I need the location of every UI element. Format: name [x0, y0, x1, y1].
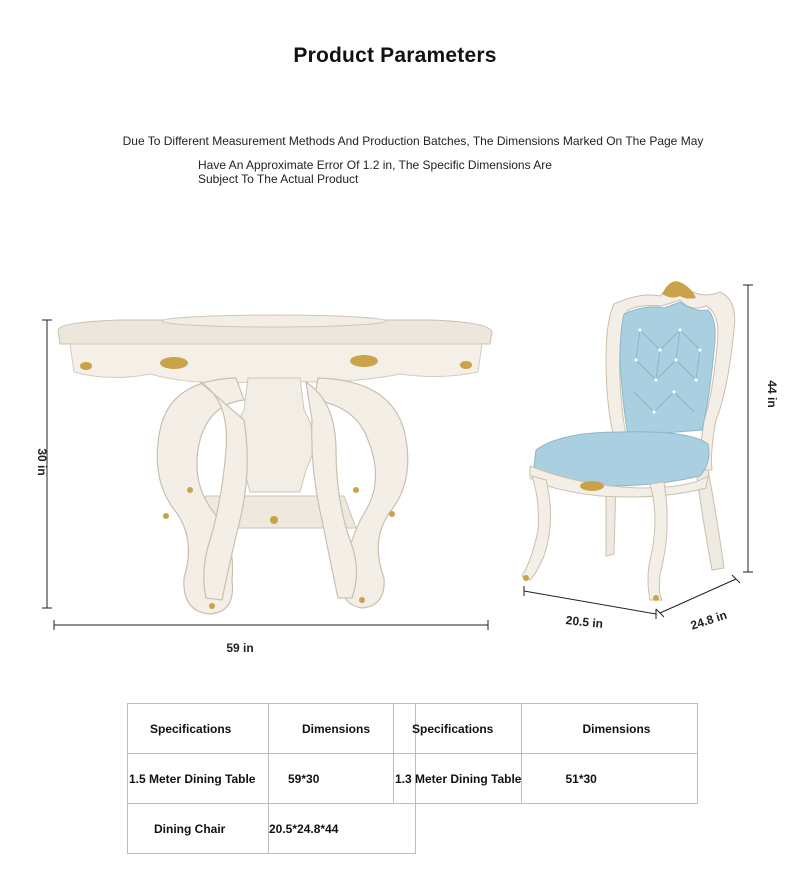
spec-table-right: [393, 703, 698, 804]
chair-rail-gold-carving: [580, 481, 604, 491]
dimension-cell: 20.5*24.8*44: [269, 804, 416, 854]
chair-height-dimension: [743, 285, 753, 572]
measurement-note-line-3: Subject To The Actual Product: [198, 172, 359, 186]
spec-table-right-header-row: [394, 704, 698, 754]
spec-table-left-header-dim: Dimensions: [269, 704, 416, 754]
chair-back-leg-right: [696, 460, 724, 570]
measurement-note-line-1: Due To Different Measurement Methods And Production Batches, The Dimensions Marked On The Page May: [122, 134, 704, 148]
spec-cell: 1.3 Meter Dining Table: [394, 754, 522, 804]
table-row: [128, 754, 416, 804]
dining-table-image: [35, 315, 492, 655]
chair-width-label: 20.5 in: [565, 613, 604, 631]
table-row: [128, 804, 416, 854]
page-title: Product Parameters: [293, 44, 497, 67]
chair-backrest-cushion: [620, 302, 715, 436]
table-apron: [70, 344, 482, 383]
spec-table-right-header-dim: Dimensions: [522, 704, 698, 754]
spec-cell: Dining Chair: [128, 804, 269, 854]
spec-table-left-header-row: [128, 704, 416, 754]
chair-depth-dimension: [656, 575, 740, 617]
chair-width-dimension: [524, 586, 656, 619]
table-height-label: 30 in: [35, 448, 49, 476]
dining-chair-image: [522, 281, 779, 632]
dimension-cell: 51*30: [522, 754, 698, 804]
spec-table-right-header-spec: Specifications: [394, 704, 522, 754]
table-lazy-susan: [162, 315, 386, 327]
spec-cell: 1.5 Meter Dining Table: [128, 754, 269, 804]
chair-front-leg-left: [522, 476, 551, 580]
dimension-cell: 59*30: [269, 754, 416, 804]
chair-front-leg-right: [648, 482, 667, 600]
chair-depth-label: 24.8 in: [688, 607, 729, 633]
spec-table-left: [127, 703, 416, 854]
spec-table-left-header-spec: Specifications: [128, 704, 269, 754]
table-row: [394, 754, 698, 804]
table-width-label: 59 in: [226, 641, 254, 655]
measurement-note-line-2: Have An Approximate Error Of 1.2 in, The Specific Dimensions Are: [198, 158, 552, 172]
chair-crest: [662, 281, 696, 298]
chair-height-label: 44 in: [765, 380, 779, 408]
table-width-dimension: [54, 620, 488, 630]
